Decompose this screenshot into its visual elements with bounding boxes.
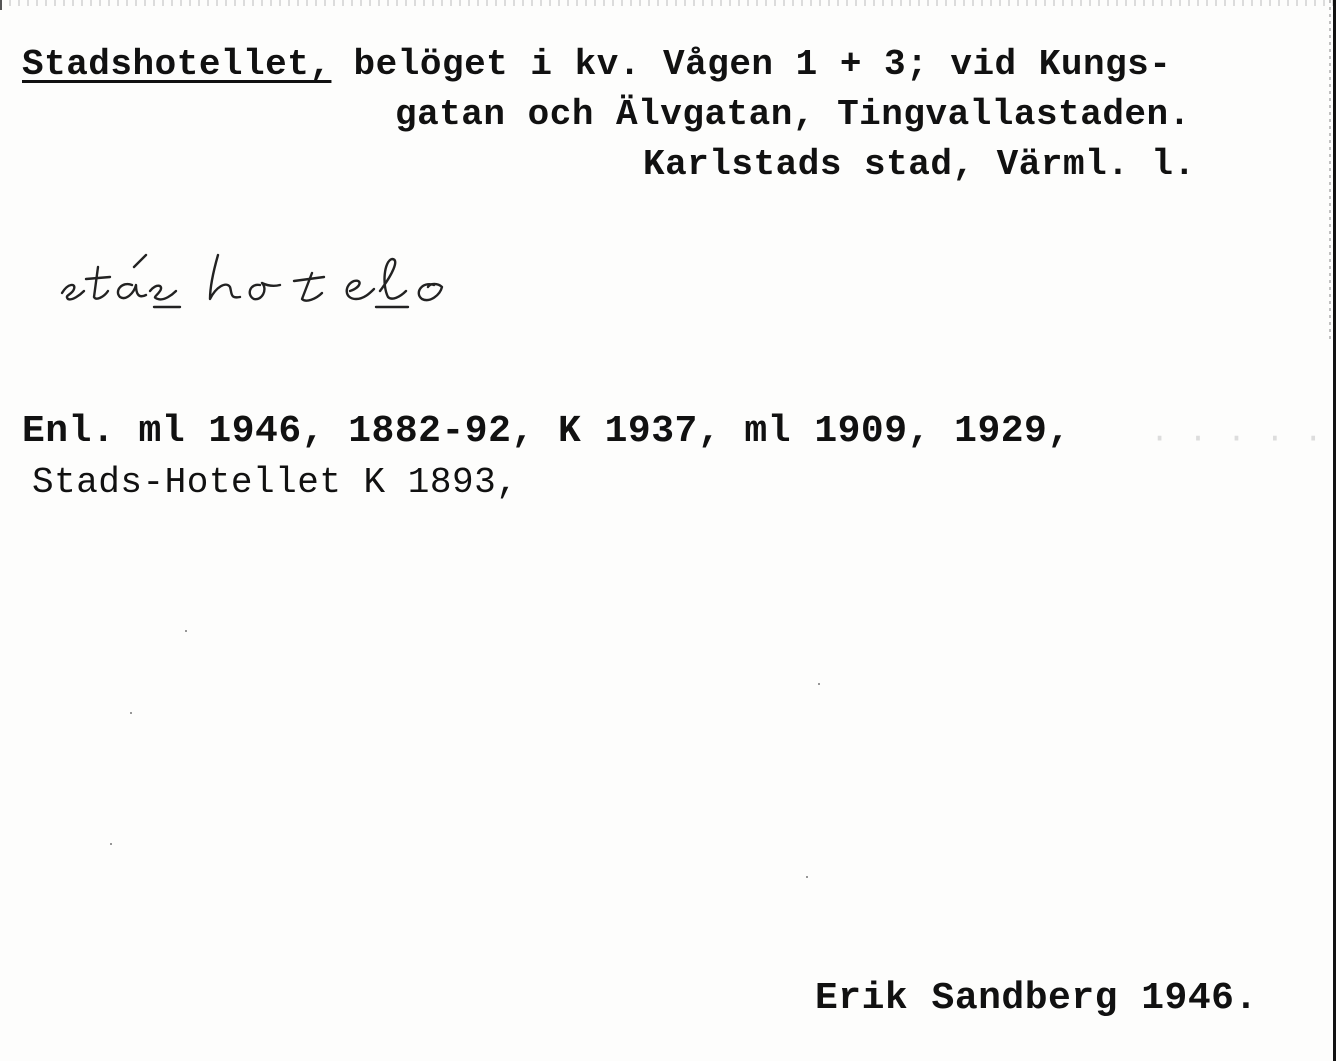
heading-line-3: Karlstads stad, Värml. l. — [643, 144, 1196, 185]
right-edge-dotted — [1329, 0, 1331, 340]
card-title: Stadshotellet, — [22, 44, 332, 85]
speck — [185, 630, 187, 632]
heading-line-1 — [22, 44, 1171, 85]
speck — [110, 843, 112, 845]
references-line-2: Stads-Hotellet K 1893, — [32, 462, 519, 503]
speck — [818, 683, 820, 685]
heading-line-2: gatan och Älvgatan, Tingvallastaden. — [395, 94, 1191, 135]
faded-text: · · · · · — [1150, 420, 1323, 457]
handwritten-note — [50, 225, 590, 315]
references-line-1: Enl. ml 1946, 1882-92, K 1937, ml 1909, 1929, — [22, 410, 1071, 453]
author-signature: Erik Sandberg 1946. — [815, 977, 1258, 1020]
speck — [130, 712, 132, 714]
top-edge-marks — [0, 0, 1340, 6]
heading-line-1-rest: belöget i kv. Vågen 1 + 3; vid Kungs- — [331, 44, 1172, 85]
left-edge-mark — [0, 0, 2, 10]
speck — [806, 876, 808, 878]
right-card-edge — [1333, 0, 1336, 1061]
